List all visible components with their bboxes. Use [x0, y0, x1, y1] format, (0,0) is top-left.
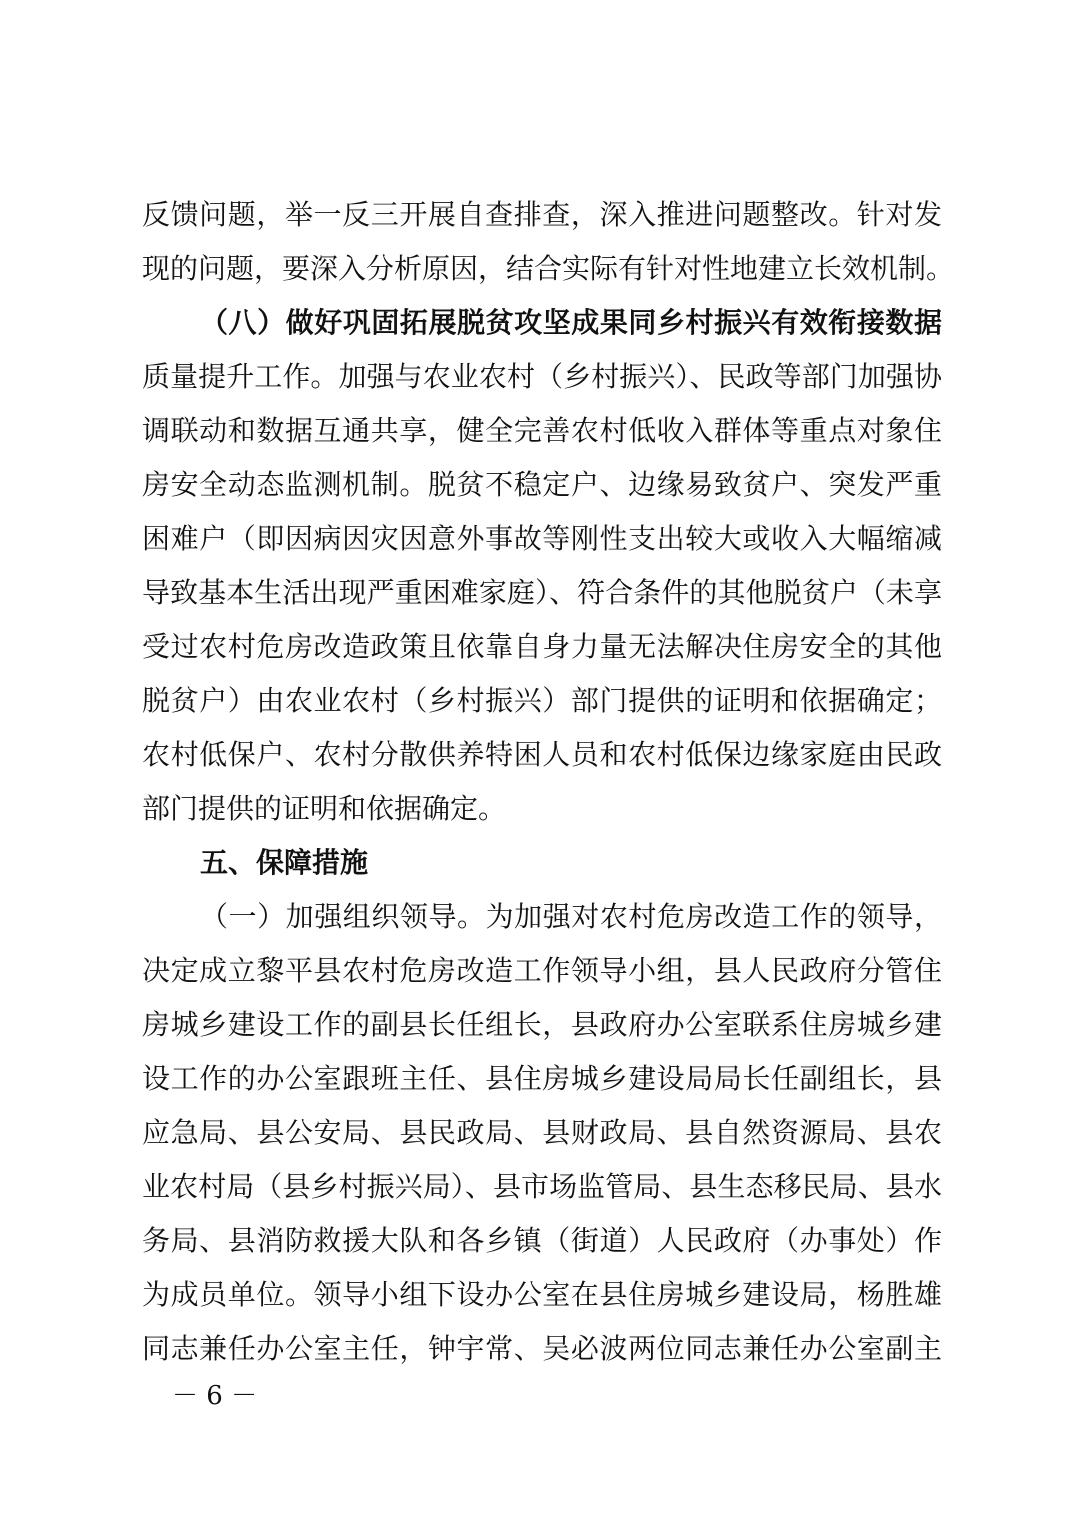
- text-line: 质量提升工作。加强与农业农村（乡村振兴）、民政等部门加强协: [142, 360, 942, 393]
- text-line: 务局、县消防救援大队和各乡镇（街道）人民政府（办事处）作: [142, 1224, 942, 1257]
- text-line: 同志兼任办公室主任，钟宇常、吴必波两位同志兼任办公室副主: [142, 1332, 942, 1365]
- text-line: 设工作的办公室跟班主任、县住房城乡建设局局长任副组长，县: [142, 1062, 942, 1095]
- text-line: 受过农村危房改造政策且依靠自身力量无法解决住房安全的其他: [142, 630, 942, 663]
- text-line: 困难户（即因病因灾因意外事故等刚性支出较大或收入大幅缩减: [142, 522, 942, 555]
- text-line: 导致基本生活出现严重困难家庭）、符合条件的其他脱贫户（未享: [142, 576, 942, 609]
- text-line: 决定成立黎平县农村危房改造工作领导小组，县人民政府分管住: [142, 954, 942, 987]
- text-line: 房安全动态监测机制。脱贫不稳定户、边缘易致贫户、突发严重: [142, 468, 942, 501]
- text-line: 脱贫户）由农业农村（乡村振兴）部门提供的证明和依据确定；: [142, 684, 942, 717]
- section-heading-5: 五、保障措施: [200, 846, 369, 879]
- text-line: 部门提供的证明和依据确定。: [142, 792, 507, 825]
- text-line: 为成员单位。领导小组下设办公室在县住房城乡建设局，杨胜雄: [142, 1278, 942, 1311]
- text-line: 反馈问题，举一反三开展自查排查，深入推进问题整改。针对发: [142, 198, 942, 231]
- text-line: 调联动和数据互通共享，健全完善农村低收入群体等重点对象住: [142, 414, 942, 447]
- text-line: （一）加强组织领导。为加强对农村危房改造工作的领导，: [200, 900, 942, 933]
- text-line: 房城乡建设工作的副县长任组长，县政府办公室联系住房城乡建: [142, 1008, 942, 1041]
- text-line: 应急局、县公安局、县民政局、县财政局、县自然资源局、县农: [142, 1116, 942, 1149]
- section-heading-8: （八）做好巩固拓展脱贫攻坚成果同乡村振兴有效衔接数据: [200, 306, 942, 339]
- text-line: 业农村局（县乡村振兴局）、县市场监管局、县生态移民局、县水: [142, 1170, 942, 1203]
- page-number: － 6 －: [172, 1381, 258, 1411]
- text-line: 农村低保户、农村分散供养特困人员和农村低保边缘家庭由民政: [142, 738, 942, 771]
- text-line: 现的问题，要深入分析原因，结合实际有针对性地建立长效机制。: [142, 252, 955, 285]
